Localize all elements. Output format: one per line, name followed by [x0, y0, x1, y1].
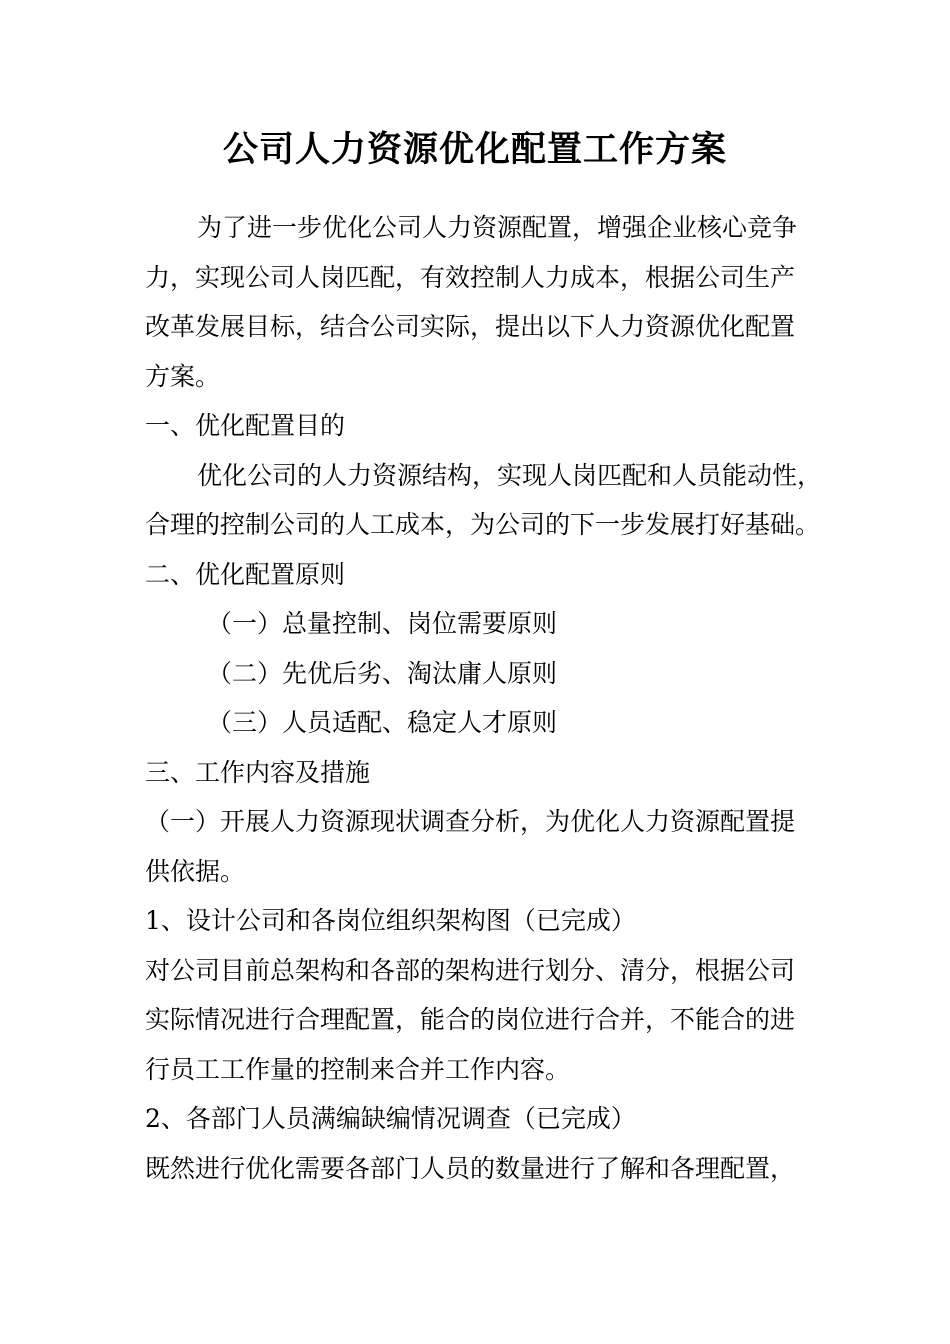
paragraph-line: 既然进行优化需要各部门人员的数量进行了解和各理配置，: [145, 1153, 796, 1183]
paragraph-line: 方案。: [145, 361, 221, 391]
section-heading: 一、优化配置目的: [145, 411, 346, 440]
item-heading: 1、设计公司和各岗位组织架构图（已完成）: [145, 906, 636, 935]
paragraph-line: 供依据。: [145, 856, 246, 886]
section-heading: 三、工作内容及措施: [145, 757, 371, 787]
paragraph-line: 力，实现公司人岗匹配，有效控制人力成本，根据公司生产: [145, 262, 796, 292]
list-item: （三）人员适配、稳定人才原则: [207, 708, 558, 737]
paragraph-line: 行员工工作量的控制来合并工作内容。: [145, 1054, 571, 1084]
paragraph-line: 合理的控制公司的人工成本，为公司的下一步发展打好基础。: [145, 510, 821, 539]
paragraph-line: 对公司目前总架构和各部的架构进行划分、清分，根据公司: [145, 955, 796, 985]
paragraph-line: 实际情况进行合理配置，能合的岗位进行合并，不能合的进: [145, 1005, 796, 1034]
list-item: （二）先优后劣、淘汰庸人原则: [207, 658, 558, 688]
item-heading: 2、各部门人员满编缺编情况调查（已完成）: [145, 1104, 636, 1133]
document-body: [145, 203, 825, 1193]
paragraph-line: 优化公司的人力资源结构，实现人岗匹配和人员能动性，: [197, 460, 823, 490]
paragraph-line: 为了进一步优化公司人力资源配置，增强企业核心竞争: [197, 213, 798, 242]
document-title: 公司人力资源优化配置工作方案: [222, 129, 727, 170]
paragraph-line: 改革发展目标，结合公司实际，提出以下人力资源优化配置: [145, 312, 796, 341]
list-item: （一）总量控制、岗位需要原则: [207, 609, 558, 638]
section-heading: 二、优化配置原则: [145, 559, 346, 589]
subsection-heading: （一）开展人力资源现状调查分析，为优化人力资源配置提: [145, 807, 796, 836]
